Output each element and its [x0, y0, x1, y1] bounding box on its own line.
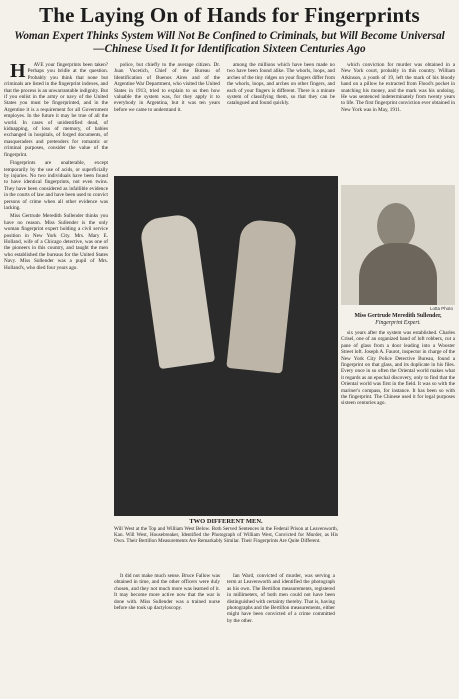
portrait-caption-name: Miss Gertrude Meredith Sullender, [354, 313, 442, 319]
two-men-photograph [114, 176, 338, 516]
col1-text-2: Fingerprints are unalterable, except temporarily by the use of acids, or superficially by injuries. No two individuals have been found to have identical fingerprints, not even twins. They have been considered as infallible evidence in the courts of law and have been used to convict persons of crime when all other evidence was lacking. [4, 160, 108, 211]
photo-caption-text: Will West at the Top and William West Below. Both Served Sentences in the Federal Prison at Leavenworth, Kan. Will West, Housebreaker, Identified the Photograph of William West, Convicted for Murder, as His Own. Their Bertillon Measurements Are Remarkably Similar. Their Fingerprints Are Quite Different. [114, 526, 338, 545]
photo-credit: Lotta Photo [429, 306, 453, 311]
photo-caption [114, 518, 338, 570]
col2b-text: It did not make much sense. Bruce Fallow was obtained in time, and the other officers were duly chosen, and they not much more was learned of it. It may become more active now that the war is done with. Miss Sullender was a trained nurse before she took up dactyloscopy. [114, 573, 220, 612]
portrait-caption-role: Fingerprint Expert. [375, 320, 421, 326]
col3-text: among the millions which have been made no two have been found alike. The whorls, loops, and arches of the tiny ridges on your fingers differ from the whorls, loops, and arches on other fingers, and each of your fingers is different. There is a minute system of classifying them, so that they can be catalogued and found quickly. [227, 62, 335, 107]
hand-image [139, 213, 215, 369]
article-column-4-lower [341, 330, 455, 696]
article-column-4 [341, 62, 455, 182]
article-column-3-lower [227, 573, 335, 696]
portrait-caption [341, 313, 455, 327]
col4-text: which conviction for murder was obtained in a New York court, probably in this country. William Atkinson, a youth of 19, left the mark of his bloody hand on a pillow he extracted from Flood's pocket in snatching his money, and the mark was his undoing. He was sentenced indeterminately from twenty years to life. The first fingerprint conviction ever obtained in New York was in May, 1911. [341, 62, 455, 113]
portrait-body [359, 243, 437, 305]
subheadline-line-1: Woman Expert Thinks System Will Not Be Confined to Criminals, but Will Become Universal [14, 30, 445, 42]
col4b-text: six years after the system was established. Charles Crisel, one of an organized band of loft robbers, cut a pane of glass from a door leading into a Wooster Street loft. Joseph A. Faurot, inspector in charge of the New York City Police Detective Bureau, found a fingerprint on that glass, and its duplicate in his files. Every once in so often the Oriental world makes what it regards as an epochal discovery, only to find that the Oriental world was first in the field. It was so with the mariner's compass, for instance. It has been so with the fingerprint. The Chinese used it for legal purposes sixteen centuries ago. [341, 330, 455, 407]
photo-caption-title: TWO DIFFERENT MEN. [189, 518, 263, 525]
hand-image [226, 218, 297, 373]
col1-text-3: Miss Gertrude Meredith Sullender thinks you have no reason. Miss Sullender is the only woman fingerprint expert holding a civil service position in New York City. Mrs. Mary E. Holland, wife of a Chicago detective, was one of the pioneers in this country, and taught the men who established the bureaus for the United States Navy. Miss Sullender was a pupil of Mrs. Holland's, who died four years ago. [4, 213, 108, 271]
col2-text: police, but chiefly to the average citizen. Dr. Juan Vucetich, Chief of the Bureau of Identification of Buenos Aires and of the Argentine War Department, who visited the United States in 1913, tried to explain to us then how valuable the system was, for they apply it to everybody in Argentina, but it was ten years before we came to understand it. [114, 62, 220, 113]
headline: The Laying On of Hands for Fingerprints [39, 3, 420, 27]
article-column-2 [114, 62, 220, 172]
article-column-3 [227, 62, 335, 182]
col1-text: AVE your fingerprints been taken? Perhaps you bridle at the question. Probably you think that none but criminals are listed in the fingerprint indexes, and that the process is an unwarrantable indignity. But if you enlist in the army or navy of the United States you must be fingerprinted, and in the Argentine it is a requirement for all Government employes. In the future it may be true of all the world. In cases of unidentified dead, of kidnapping, of loss of memory, of babies exchanged in hospitals, of forged documents, of masqueraders and pretenders for romantic or criminal purposes, consider the value of the fingerprint. [4, 62, 108, 158]
article-column-1 [4, 62, 108, 696]
subheadline-line-2: —Chinese Used It for Identification Sixteen Centuries Ago [93, 43, 366, 55]
drop-cap: H [10, 62, 26, 82]
portrait-photo [341, 185, 455, 305]
article-column-2-lower [114, 573, 220, 696]
col3b-text: Ian Ward, convicted of murder, was serving a term at Leavenworth and identified the photograph as his own. The Bertillon measurements, registered in millimeters, of both men could not have been distinguished with certainty thereby. That is, having photographs and the Bertillon measurements, either might have been convicted of a crime committed by the other. [227, 573, 335, 624]
